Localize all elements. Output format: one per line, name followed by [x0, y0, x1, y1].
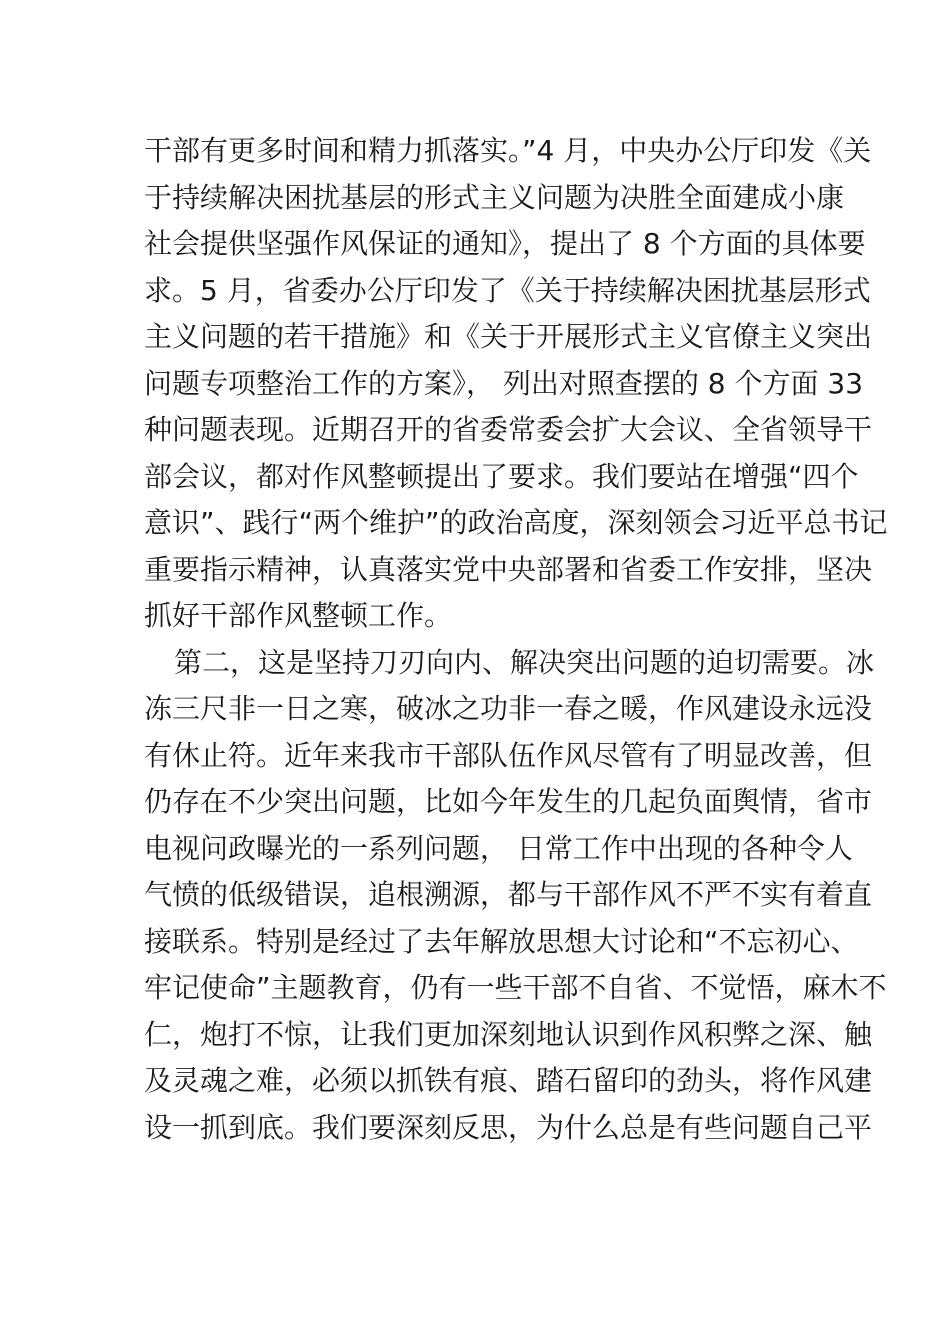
text-line: 电视问政曝光的一系列问题， 日常工作中出现的各种令人 [144, 831, 853, 865]
text-line: 牢记使命”主题教育，仍有一些干部不自省、不觉悟，麻木不 [144, 971, 887, 1004]
text-line: 社会提供坚强作风保证的通知》，提出了 8 个方面的具体要 [144, 227, 866, 260]
text-line: 主义问题的若干措施》和《关于开展形式主义官僚主义突出 [144, 320, 873, 353]
body-text [144, 128, 888, 1151]
text-line: 重要指示精神，认真落实党中央部署和省委工作安排，坚决 [144, 552, 873, 586]
text-line: 种问题表现。近期召开的省委常委会扩大会议、全省领导干 [144, 413, 873, 446]
text-line: 于持续解决困扰基层的形式主义问题为决胜全面建成小康 [144, 180, 845, 214]
text-line: 接联系。特别是经过了去年解放思想大讨论和“不忘初心、 [144, 924, 859, 958]
text-line: 气愤的低级错误，追根溯源，都与干部作风不严不实有着直 [144, 878, 873, 911]
text-line: 及灵魂之难，必须以抓铁有痕、踏石留印的劲头，将作风建 [144, 1064, 873, 1097]
text-line: 设一抓到底。我们要深刻反思，为什么总是有些问题自己平 [144, 1110, 873, 1144]
text-line: 干部有更多时间和精力抓落实。”4 月，中央办公厅印发《关 [144, 134, 872, 167]
text-line: 冻三尺非一日之寒，破冰之功非一春之暖，作风建设永远没 [144, 692, 873, 725]
text-line: 求。5 月，省委办公厅印发了《关于持续解决困扰基层形式 [144, 273, 871, 307]
text-line: 有休止符。近年来我市干部队伍作风尽管有了明显改善，但 [144, 738, 873, 772]
text-line: 仍存在不少突出问题，比如今年发生的几起负面舆情，省市 [144, 785, 873, 818]
text-line: 意识”、践行“两个维护”的政治高度，深刻领会习近平总书记 [144, 506, 888, 539]
text-line: 部会议，都对作风整顿提出了要求。我们要站在增强“四个 [144, 459, 859, 493]
paragraph-first-line: 第二，这是坚持刀刃向内、解决突出问题的迫切需要。冰 [174, 645, 875, 679]
text-line: 仁，炮打不惊，让我们更加深刻地认识到作风积弊之深、触 [144, 1017, 873, 1051]
text-line: 抓好干部作风整顿工作。 [144, 599, 453, 632]
text-line: 问题专项整治工作的方案》， 列出对照查摆的 8 个方面 33 [144, 366, 864, 400]
